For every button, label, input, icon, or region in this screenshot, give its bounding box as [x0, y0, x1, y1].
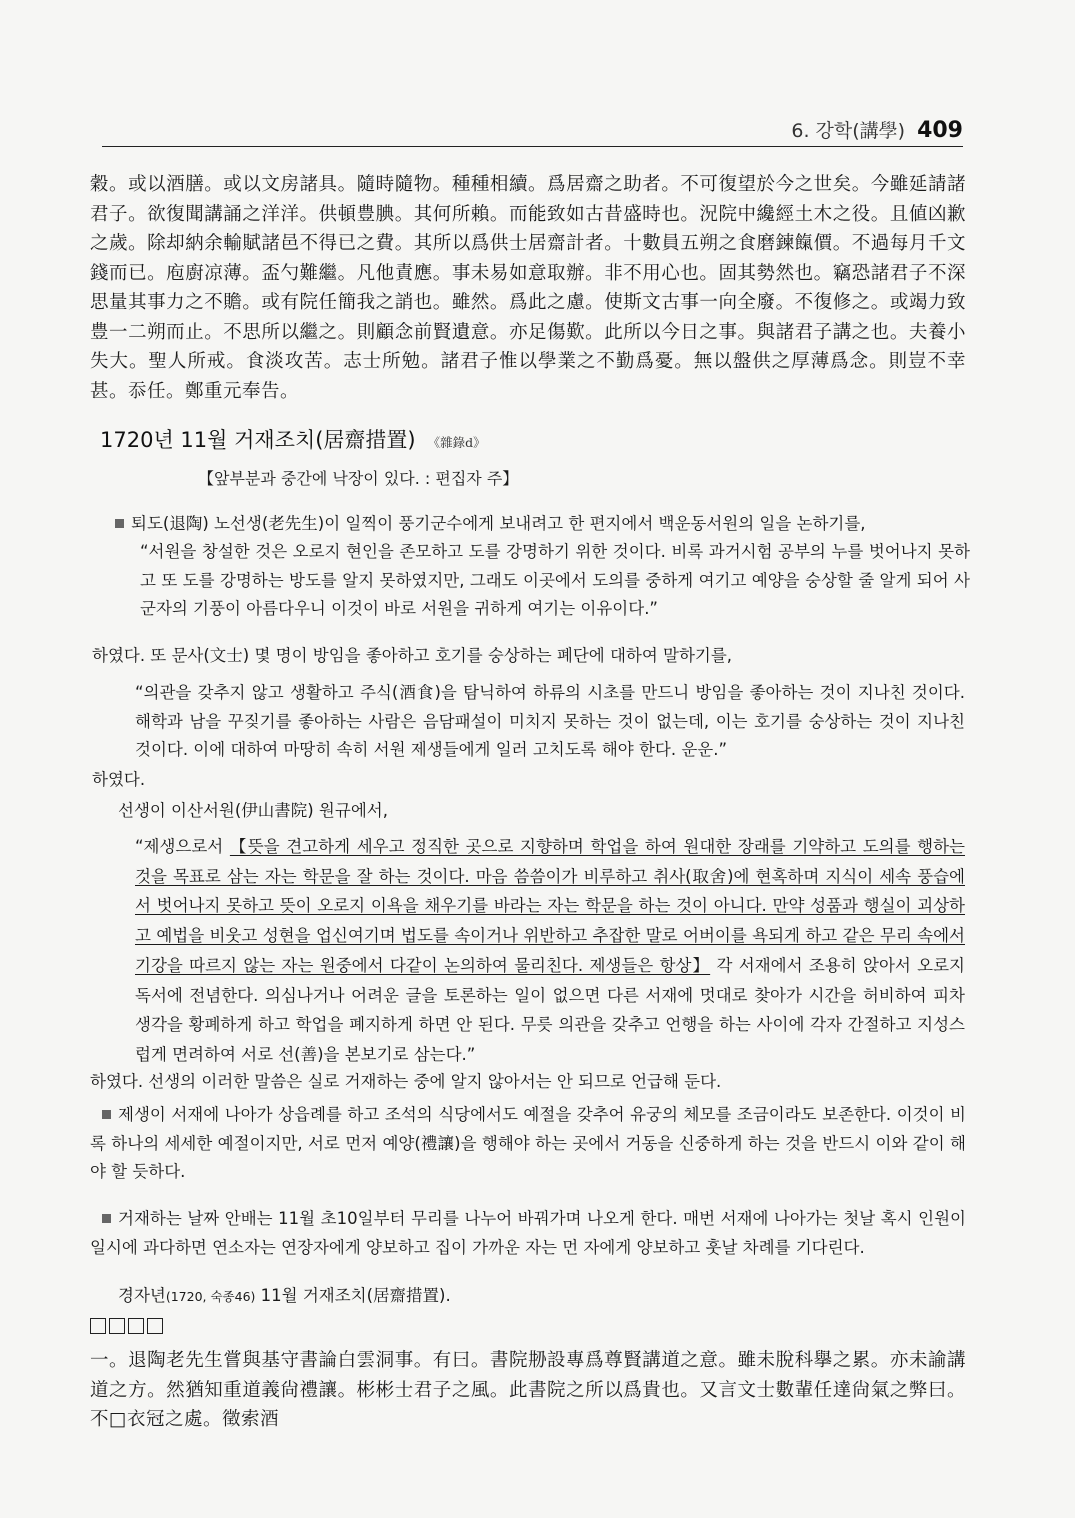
paragraph-toedo [115, 510, 975, 534]
missing-char-box [90, 1318, 106, 1334]
paragraph-sangeup [90, 1101, 966, 1187]
running-header [102, 112, 963, 147]
quote-seowon-purpose: “서원을 창설한 것은 오로지 현인을 존모하고 도를 강명하기 위한 것이다. 비록 과거시험 공부의 누를 벗어나지 못하고 또 도를 강명하는 방도를 알지 못하였지만, 그래도 이곳에서 도의를 중하게 여기고 예양을 숭상할 줄 알게 되어 사군자의 기풍이 아름다우니 이것이 바로 서원을 귀하게 여기는 이유이다.” [140, 542, 970, 618]
paragraph-text: 퇴도(退陶) 노선생(老先生)이 일찍이 풍기군수에게 보내려고 한 편지에서 백운동서원의 일을 논하기를, [131, 514, 866, 533]
section-heading [100, 424, 486, 454]
classical-chinese-paragraph: 穀。或以酒膳。或以文房諸具。隨時隨物。種種相續。爲居齋之助者。不可復望於今之世矣。今雖延請諸君子。欲復聞講誦之洋洋。供頓豊腆。其何所賴。而能致如古昔盛時也。況院中纔經土木之役。且値凶歉之歲。除却納余輸賦諸邑不得已之費。其所以爲供士居齋計者。十數員五朔之食磨鍊餼價。不過每月千文錢而已。庖廚凉薄。盃勺難繼。凡他責應。事未易如意取辦。非不用心也。固其勢然也。竊恐諸君子不深思量其事力之不贍。或有院任簡我之誚也。雖然。爲此之慮。使斯文古事一向全廢。不復修之。或竭力致豊一二朔而止。不思所以繼之。則顧念前賢遺意。亦足傷歎。此所以今日之事。與諸君子講之也。夫養小失大。聖人所戒。食淡攻苦。志士所勉。諸君子惟以學業之不勤爲憂。無以盤供之厚薄爲念。則豈不幸甚。忝任。鄭重元奉告。 [90, 174, 966, 402]
missing-char-box [109, 1318, 125, 1334]
quote-rest: 각 서재에서 조용히 앉아서 오로지 독서에 전념한다. 의심나거나 어려운 글을 토론하는 일이 없으면 다른 서재에 멋대로 찾아가 시간을 허비하여 피차 생각을 황폐하게 하고 학업을 폐지하게 하면 안 된다. 무릇 의관을 갖추고 언행을 하는 사이에 각자 간절하고 지성스럽게 면려하여 서로 선(善)을 본보기로 삼는다.” [135, 955, 965, 1064]
paragraph-isan-seowon: 선생이 이산서원(伊山書院) 원규에서, [118, 801, 388, 820]
paragraph-text: 거재하는 날짜 안배는 11월 초10일부터 무리를 나누어 바꿔가며 나오게 한다. 매번 서재에 나아가는 첫날 혹시 인원이 일시에 과다하면 연소자는 연장자에게 양보하고 집이 가까운 자는 먼 자에게 양보하고 훗날 차례를 기다린다. [90, 1209, 966, 1257]
quote-lead: “제생으로서 [135, 837, 230, 856]
classical-chinese-paragraph-2: 一。退陶老先生嘗與基守書論白雲洞事。有曰。書院刱設專爲尊賢講道之意。雖未脫科擧之累。亦未諭講道之方。然猶知重道義尙禮讓。彬彬士君子之風。此書院之所以爲貴也。又言文士數輩任達尙氣之弊曰。不□衣冠之處。徵索酒 [90, 1350, 966, 1430]
date-prefix: 경자년 [118, 1286, 166, 1305]
editor-note: 【앞부분과 중간에 낙장이 있다. : 편집자 주】 [198, 469, 519, 488]
quote-wongyu [135, 832, 965, 1070]
bullet-square-icon [102, 1214, 111, 1223]
quote-uigwan: “의관을 갖추지 않고 생활하고 주식(酒食)을 탐닉하여 하류의 시초를 만드니 방임을 좋아하는 것이 지나친 것이다. 해학과 남을 꾸짖기를 좋아하는 사람은 음담패설이 미치지 못하는 것이 없는데, 이는 호기를 숭상하는 것이 지나친 것이다. 이에 대하여 마땅히 속히 서원 제생들에게 일러 고치도록 해야 한다. 운운.” [135, 683, 965, 759]
paragraph-conclusion: 하였다. 선생의 이러한 말씀은 실로 거재하는 중에 알지 않아서는 안 되므로 언급해 둔다. [90, 1072, 722, 1091]
page-number: 409 [917, 118, 963, 143]
paragraph-schedule [90, 1205, 966, 1262]
section-title: 1720년 11월 거재조치(居齋措置) [100, 428, 416, 452]
section-source: 《雜錄d》 [427, 435, 486, 450]
date-rest: 11월 거재조치(居齋措置). [255, 1286, 451, 1305]
paragraph-hayeotda: 하였다. [92, 770, 146, 789]
paragraph-text: 제생이 서재에 나아가 상읍례를 하고 조석의 식당에서도 예절을 갖추어 유궁의 체모를 조금이라도 보존한다. 이것이 비록 하나의 세세한 예절이지만, 서로 먼저 예양(禮讓)을 행해야 하는 곳에서 거동을 신중하게 하는 것을 반드시 이와 같이 해야 할 듯하다. [90, 1105, 966, 1181]
missing-char-box [128, 1318, 144, 1334]
date-line [118, 1282, 451, 1306]
date-reign: (1720, 숙종46) [165, 1289, 256, 1304]
underlined-passage: 【뜻을 견고하게 세우고 정직한 곳으로 지향하며 학업을 하여 원대한 장래를 기약하고 도의를 행하는 것을 목표로 삼는 자는 학문을 잘 하는 것이다. 마음 씀씀이가 비루하고 취사(取舍)에 현혹하며 지식이 세속 풍습에서 벗어나지 못하고 뜻이 오로지 이욕을 채우기를 바라는 자는 학문을 하는 것이 아니다. 만약 성품과 행실이 괴상하고 예법을 비웃고 성현을 업신여기며 법도를 속이거나 위반하고 추잡한 말로 어버이를 욕되게 하고 같은 무리 속에서 기강을 따르지 않는 자는 원중에서 다같이 논의하여 물리친다. 제생들은 항상】 [135, 837, 965, 975]
bullet-square-icon [115, 519, 124, 528]
chapter-title: 6. 강학(講學) [791, 120, 906, 142]
missing-characters [90, 1318, 163, 1334]
paragraph-munsa: 하였다. 또 문사(文士) 몇 명이 방임을 좋아하고 호기를 숭상하는 폐단에 대하여 말하기를, [92, 646, 733, 665]
missing-char-box [147, 1318, 163, 1334]
bullet-square-icon [102, 1110, 111, 1119]
